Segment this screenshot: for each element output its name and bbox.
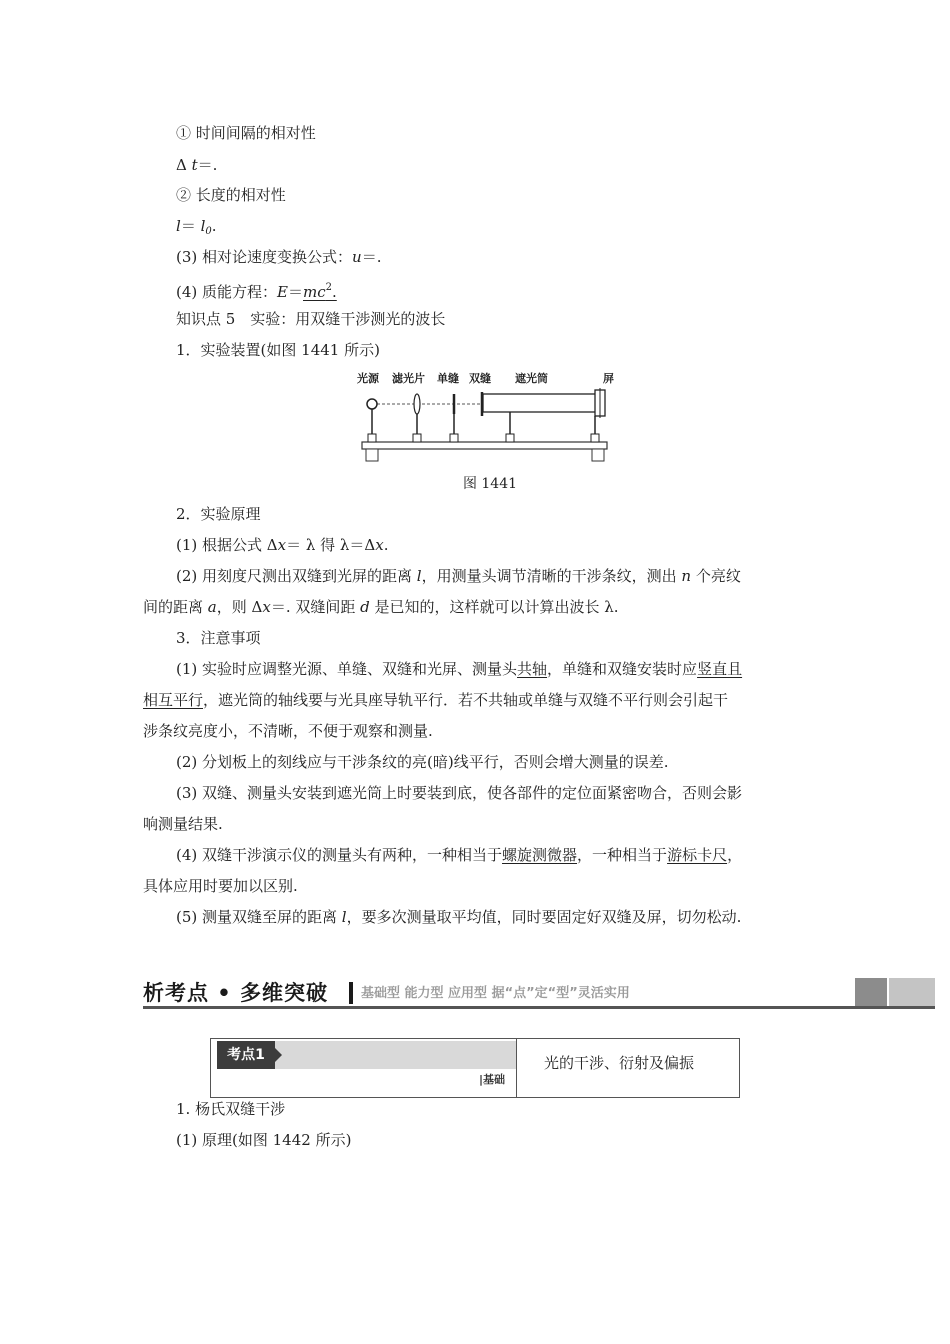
banner-separator — [349, 982, 353, 1004]
filter-lens — [414, 394, 420, 414]
label-shading-tube: 遮光筒 — [515, 372, 548, 385]
rail — [362, 442, 607, 449]
lamp — [367, 399, 377, 409]
text-line: 涉条纹亮度小，不清晰，不便于观察和测量. — [143, 722, 433, 740]
banner-block-dark — [855, 978, 887, 1006]
text-line: ① 时间间隔的相对性 — [176, 124, 316, 142]
text-line: (1) 实验时应调整光源、单缝、双缝和光屏、测量头共轴，单缝和双缝安装时应竖直且 — [176, 660, 743, 678]
text-line: (4) 质能方程：$E=mc^2$. — [176, 282, 337, 301]
text-line: (3) 双缝、测量头安装到遮光筒上时要装到底，使各部件的定位面紧密吻合，否则会影 — [176, 784, 743, 802]
kaodian-bar — [217, 1041, 516, 1069]
text-line: 2．实验原理 — [176, 505, 261, 523]
text-line: 具体应用时要加以区别. — [143, 877, 298, 895]
shading-tube — [483, 394, 600, 412]
kaodian-header — [211, 1039, 517, 1097]
rail-foot-right — [592, 449, 604, 461]
kaodian-title-cell — [516, 1039, 739, 1097]
text-line: 响测量结果. — [143, 815, 223, 833]
section-banner — [143, 978, 935, 1010]
kaodian-box — [210, 1038, 740, 1098]
kaodian-title: 光的干涉、衍射及偏振 — [544, 1054, 695, 1072]
rail-foot-left — [366, 449, 378, 461]
banner-block-light — [889, 978, 935, 1006]
text-line: (3) 相对论速度变换公式：u＝. — [176, 248, 382, 266]
label-double-slit: 双缝 — [469, 372, 491, 385]
kaodian-tag-arrow — [275, 1048, 282, 1062]
label-screen: 屏 — [603, 372, 614, 385]
text-line: 1. 杨氏双缝干涉 — [176, 1100, 286, 1118]
text-line: 间的距离 a，则 Δx＝. 双缝间距 d 是已知的，这样就可以计算出波长 λ. — [143, 598, 619, 616]
kaodian-tag: 考点1 — [217, 1041, 275, 1069]
text-line: ② 长度的相对性 — [176, 186, 286, 204]
text-line: (4) 双缝干涉演示仪的测量头有两种，一种相当于螺旋测微器，一种相当于游标卡尺， — [176, 846, 743, 864]
label-single-slit: 单缝 — [437, 372, 459, 385]
text-line: Δ t＝. — [176, 156, 218, 174]
text-line: 1．实验装置(如图 1441 所示) — [176, 341, 380, 359]
text-line: (5) 测量双缝至屏的距离 l，要多次测量取平均值，同时要固定好双缝及屏，切勿松动. — [176, 908, 742, 926]
figure-caption: 图 1441 — [462, 476, 518, 492]
text-line: (1) 原理(如图 1442 所示) — [176, 1131, 352, 1149]
label-light-source: 光源 — [357, 372, 379, 385]
label-filter: 滤光片 — [392, 372, 425, 385]
banner-rule — [143, 1006, 935, 1009]
text-line: $l= l_0$. — [176, 217, 217, 237]
text-line: 相互平行，遮光筒的轴线要与光具座导轨平行．若不共轴或单缝与双缝不平行则会引起干 — [143, 691, 729, 709]
section-heading: 知识点 5 实验：用双缝干涉测光的波长 — [176, 310, 446, 328]
text-line: (2) 用刻度尺测出双缝到光屏的距离 l，用测量头调节清晰的干涉条纹，测出 n 个亮纹 — [176, 567, 741, 585]
kaodian-type: |基础 — [479, 1073, 506, 1086]
text-line: (1) 根据公式 Δx＝ λ 得 λ＝Δx. — [176, 536, 389, 554]
text-line: (2) 分划板上的刻线应与干涉条纹的亮(暗)线平行，否则会增大测量的误差. — [176, 753, 669, 771]
experiment-apparatus-figure — [352, 370, 622, 466]
text-line: 3．注意事项 — [176, 629, 261, 647]
banner-title: 析考点 • 多维突破 — [143, 981, 329, 1005]
banner-subtitle: 基础型 能力型 应用型 据“点”定“型”灵活实用 — [361, 986, 630, 1001]
